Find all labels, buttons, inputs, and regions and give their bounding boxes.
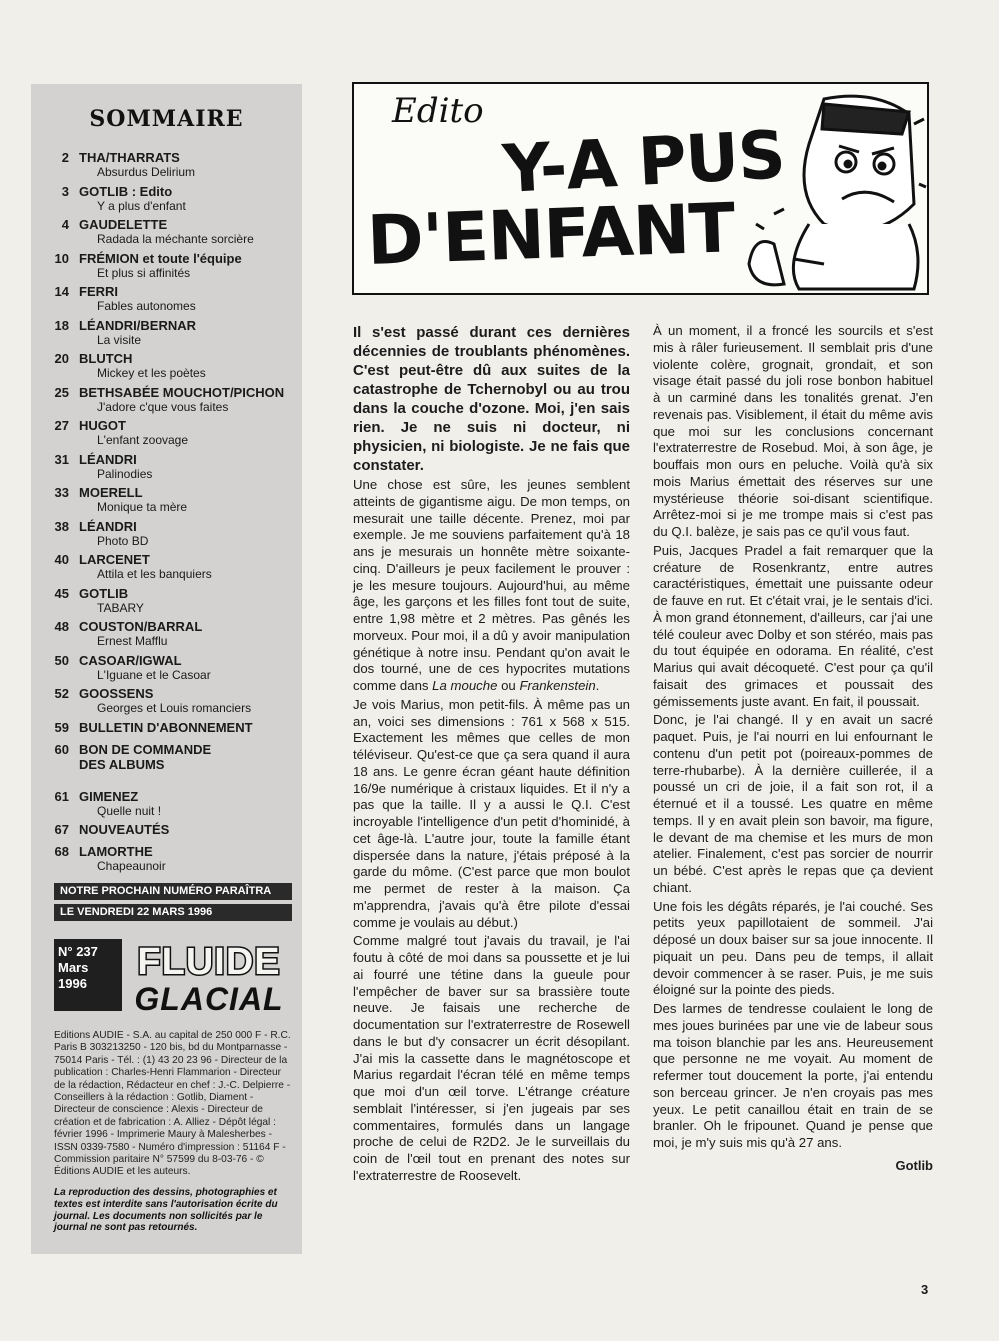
toc-title: Radada la méchante sorcière xyxy=(97,232,254,246)
toc-title: Ernest Mafflu xyxy=(97,634,168,648)
toc-author: COUSTON/BARRAL xyxy=(79,619,203,634)
toc-entry xyxy=(41,251,299,285)
toc-author: GOOSSENS xyxy=(79,686,154,701)
toc-author: LÉANDRI xyxy=(79,518,137,534)
toc-entry xyxy=(41,418,299,452)
toc-title: Palinodies xyxy=(97,466,153,481)
toc-entry xyxy=(41,789,299,823)
issue-year: 1996 xyxy=(58,976,87,991)
toc-entry xyxy=(41,686,299,720)
toc-author: BETHSABÉE MOUCHOT/PICHON xyxy=(79,384,285,400)
toc-page-number: 38 xyxy=(54,518,69,534)
toc-author: FERRI xyxy=(79,284,118,299)
toc-page-number: 60 xyxy=(54,741,69,757)
paragraph-7: Une fois les dégâts réparés, je l'ai couché. Ses petits yeux papillotaient de sommeil. J'ai déposé un doux baiser sur sa joue innocente. Il piquait un peu. Dans peu de temps, il allait devoir commencer à se raser. Puis, je me suis éloigné sur la pointe des pieds. xyxy=(653,898,933,998)
toc-title: L'enfant zoovage xyxy=(97,433,189,447)
toc-page-number: 4 xyxy=(61,217,69,232)
toc-page-number: 27 xyxy=(54,418,69,433)
title-line-1: Y-A PUS xyxy=(500,116,787,208)
logo-word-glacial: GLACIAL xyxy=(134,981,284,1014)
toc-title: TABARY xyxy=(97,600,144,615)
sommaire-title: SOMMAIRE xyxy=(89,106,244,132)
title-line-2: D'ENFANT xyxy=(365,189,736,281)
toc-page-number: 18 xyxy=(54,317,69,333)
toc-entry xyxy=(41,822,299,844)
toc-author: GAUDELETTE xyxy=(79,217,168,232)
author-signature: Gotlib xyxy=(895,1157,933,1173)
toc-entry xyxy=(41,485,299,519)
page-number: 3 xyxy=(921,1282,929,1297)
toc-title: Attila et les banquiers xyxy=(97,567,212,581)
toc-entry xyxy=(41,552,299,586)
issue-number-box xyxy=(54,939,122,1011)
toc-title: Mickey et les poètes xyxy=(97,366,206,380)
toc-entry xyxy=(41,742,299,789)
toc-title: J'adore c'que vous faites xyxy=(97,399,229,414)
toc-page-number: 33 xyxy=(54,485,69,500)
toc-author: FRÉMION et toute l'équipe xyxy=(79,250,242,266)
toc-title: Absurdus Delirium xyxy=(97,165,196,179)
toc-author: BON DE COMMANDE DES ALBUMS xyxy=(79,741,212,772)
toc-page-number: 61 xyxy=(54,788,69,804)
paragraph-4: À un moment, il a froncé les sourcils et s'est mis à râler furieusement. Il semblait pris d'une violente colère, grognait, grondait, et son visage était passé du joli rose bonbon habituel à un carminé dans les tonalités grenat. J'en revenais pas. Visiblement, il était du même avis que moi sur les conclusions concernant l'extraterrestre de Rosebud. Moi, à son âge, je bouffais mon ours en peluche. Voilà qu'à six mois Marius émettait des réserves sur une mystérieuse théorie soi-disant scientifique. Arrêtez-moi si je me trompe mais si c'est pas du Q.I. balèze, je sais pas ce qu'il vous faut. xyxy=(653,323,933,539)
toc-page-number: 45 xyxy=(54,585,69,601)
toc-author: BULLETIN D'ABONNEMENT xyxy=(79,719,253,735)
toc-entry xyxy=(41,318,299,352)
toc-entry xyxy=(41,385,299,419)
toc-author: THA/THARRATS xyxy=(79,150,180,165)
toc-title: Fables autonomes xyxy=(97,299,196,313)
toc-title: L'Iguane et le Casoar xyxy=(97,667,211,682)
issue-number: N° 237 xyxy=(58,944,98,959)
paragraph-6: Donc, je l'ai changé. Il y en avait un sacré paquet. Puis, je l'ai nourri en lui enfournant le contenu d'un petit pot (poireaux-pommes de terre-rhubarbe). À la dernière cuillerée, il a poussé un cri de joie, il a fait son rot, il a éternué et il a toussé. Les quatre en même temps. Il y en avait plein son bavoir, ma figure, le devant de ma chemise et les murs de mon atelier. Finalement, c'est pas sorcier de nourrir un bébé. C'est après le repas que ça devient chiant. xyxy=(653,712,933,895)
toc-page-number: 2 xyxy=(61,150,69,165)
toc-page-number: 3 xyxy=(61,183,69,199)
toc-page-number: 68 xyxy=(54,844,69,859)
legal-notice: Editions AUDIE - S.A. au capital de 250 000 F - R.C. Paris B 303213250 - 120 bis, bd du Montparnasse - 75014 Paris - Tél. : (1) 43 20 23 96 - Directeur de la publication : Charles-Henri Flammarion - Directeur de la rédaction, Rédacteur en chef : J.-C. Delpierre - Conseillers à la rédaction : Gotlib, Diament - Directeur de conscience : Alexis - Directeur de création et de fabrication : A. Alliez - Dépôt légal : février 1996 - Imprimerie Maury à Malesherbes - ISSN 0339-7580 - Numéro d'impression : 51164 F - Commission paritaire N° 57599 du 8-03-76 - © Éditions AUDIE et les auteurs. xyxy=(54,1030,291,1178)
toc-author: GIMENEZ xyxy=(79,788,139,804)
paragraph-5: Puis, Jacques Pradel a fait remarquer que la créature de Rosenkrantz, entre autres caractéristiques, émettait une puissante odeur de fauve en rut. Et c'était vrai, je le sentais d'ici. À mon grand étonnement, d'ailleurs, car j'ai une télé couleur avec Dolby et son stéréo, mais pas du tout équipée en odorama. En réalité, c'est Marius qui avait décoqueté. C'est pour ça qu'il faisait des grimaces et poussait des gémissements juste avant. En fait, il poussait. xyxy=(653,542,933,709)
toc-author: CASOAR/IGWAL xyxy=(79,652,182,668)
toc-author: HUGOT xyxy=(79,418,126,433)
toc-entry xyxy=(41,653,299,687)
toc-title: Monique ta mère xyxy=(97,500,188,514)
toc-title: La visite xyxy=(97,332,142,347)
toc-title: Georges et Louis romanciers xyxy=(97,701,252,715)
next-issue-date: LE VENDREDI 22 MARS 1996 xyxy=(54,904,292,921)
toc-page-number: 67 xyxy=(54,822,69,837)
toc-author: BLUTCH xyxy=(79,351,133,366)
reproduction-warning: La reproduction des dessins, photographies et textes est interdite sans l'autorisation écrite du journal. Les documents non sollicités par le journal ne sont pas retournés. xyxy=(54,1187,278,1234)
toc-entry xyxy=(41,452,299,486)
toc-author: GOTLIB xyxy=(79,585,129,601)
toc-entry xyxy=(41,351,299,385)
paragraph-1: Une chose est sûre, les jeunes semblent atteints de gigantisme aigu. De mon temps, on mesurait une taille décente. Prenez, moi par exemple. Je me souviens parfaitement qu'à 18 ans je mesurais un honnête mètre soixante-cinq. D'ailleurs je peux facilement le prouver : je les mesure toujours. Aujourd'hui, au même âge, les garçons et les filles font tout de suite, entre 1,98 mètre et 2 mètres. Pas gênés les morveux. Pour moi, il a dû y avoir manipulation génétique à notre insu. Pendant qu'on avait le dos tourné, une de ces hypocrites mutations comme dans La mouche ou Frankenstein. xyxy=(353,477,630,693)
sommaire-panel xyxy=(31,84,302,1254)
article-intro: Il s'est passé durant ces dernières décennies de troublants phénomènes. C'est peut-être dû aux suites de la catastrophe de Tchernobyl ou au trou dans la couche d'ozone. Moi, j'en sais rien. Je ne suis ni docteur, ni physicien, ni biologiste. Je ne fais que constater. xyxy=(353,324,630,474)
toc-entry xyxy=(41,184,299,218)
toc-page-number: 59 xyxy=(54,719,69,735)
toc-entry xyxy=(41,217,299,251)
toc-page-number: 31 xyxy=(54,451,69,467)
paragraph-3: Comme malgré tout j'avais du travail, je l'ai foutu à côté de moi dans sa poussette et je lui ai fourré une tétine dans la gueule pour l'empêcher de baver sur sa brassière toute neuve. Je faisais une recherche de documentation sur l'extraterrestre de Rosewell dans le but d'y consacrer un écrit désopilant. J'ai mis la cassette dans le magnétoscope et Marius regardait l'écran télé en même temps que moi d'un œil torve. L'étrange créature semblait l'intéresser, si j'en jugeais par ses commentaires, formulés dans un langage proche de celui de R2D2. Je le surveillais du coin de l'œil tout en prenant des notes sur l'extraterrestre de Roosevelt. xyxy=(353,933,630,1183)
toc-title: Chapeaunoir xyxy=(97,859,166,873)
paragraph-8: Des larmes de tendresse coulaient le long de mes joues burinées par une vie de labeur sous ma toison blanchie par les ans. Heureusement que personne ne me voyait. Au moment de refermer tout doucement la porte, j'ai entendu son berceau grincer. Je n'en croyais pas mes yeux. Le petit canaillou était en train de se branler. Oh le fripounet. Quand je pense que moi, je m'y suis mis qu'à 27 ans. xyxy=(653,1001,933,1150)
edito-header-panel xyxy=(352,82,929,295)
edito-script: Edito xyxy=(392,91,484,131)
fluide-glacial-logo xyxy=(126,936,292,1014)
toc-entry xyxy=(41,519,299,553)
toc-author: LARCENET xyxy=(79,552,150,567)
next-issue-banner: NOTRE PROCHAIN NUMÉRO PARAÎTRA xyxy=(54,883,292,900)
toc-page-number: 25 xyxy=(54,384,69,400)
toc-entry xyxy=(41,150,299,184)
toc-entry xyxy=(41,284,299,318)
toc-entry xyxy=(41,844,299,878)
toc-page-number: 10 xyxy=(54,250,69,266)
issue-month: Mars xyxy=(58,960,89,975)
toc-page-number: 20 xyxy=(54,351,69,366)
toc-author: LÉANDRI xyxy=(79,451,137,467)
toc-entry xyxy=(41,720,299,742)
article-column-left xyxy=(353,323,630,1187)
table-of-contents xyxy=(41,150,299,878)
logo-word-fluide: FLUIDE xyxy=(137,941,281,983)
toc-title: Y a plus d'enfant xyxy=(97,198,186,213)
toc-page-number: 14 xyxy=(54,284,69,299)
toc-author: NOUVEAUTÉS xyxy=(79,822,170,837)
toc-author: GOTLIB : Edito xyxy=(79,183,173,199)
toc-author: MOERELL xyxy=(79,485,143,500)
toc-title: Quelle nuit ! xyxy=(97,803,162,818)
toc-page-number: 40 xyxy=(54,552,69,567)
toc-author: LAMORTHE xyxy=(79,844,153,859)
toc-entry xyxy=(41,586,299,620)
toc-author: LÉANDRI/BERNAR xyxy=(79,317,196,333)
toc-title: Et plus si affinités xyxy=(97,265,191,280)
edito-illustration xyxy=(354,84,927,293)
toc-page-number: 52 xyxy=(54,686,69,701)
toc-entry xyxy=(41,619,299,653)
toc-title: Photo BD xyxy=(97,533,149,548)
paragraph-2: Je vois Marius, mon petit-fils. À même pas un an, voici ses dimensions : 761 x 568 x 515. Exactement les mêmes que celles de mon téléviseur. Qu'est-ce que ça sera quand il aura 18 ans. Le genre écran géant haute définition 16/9e numérique à cristaux liquides. Et il n'y a pas que la taille. Il y a aussi le Q.I. C'est incroyable l'intelligence d'un petit d'hominidé, à cet âge-là. L'autre jour, toute la famille étant dispersée dans la nature, j'étais préposé à la garde du môme. (C'est parce que mon boulot me permet de rester à la maison. Ça m'apprendra, j'avais qu'à être pilote d'essai comme je voulais au début.) xyxy=(353,696,630,930)
article-column-right xyxy=(653,323,933,1175)
toc-page-number: 50 xyxy=(54,652,69,668)
toc-page-number: 48 xyxy=(54,619,69,634)
